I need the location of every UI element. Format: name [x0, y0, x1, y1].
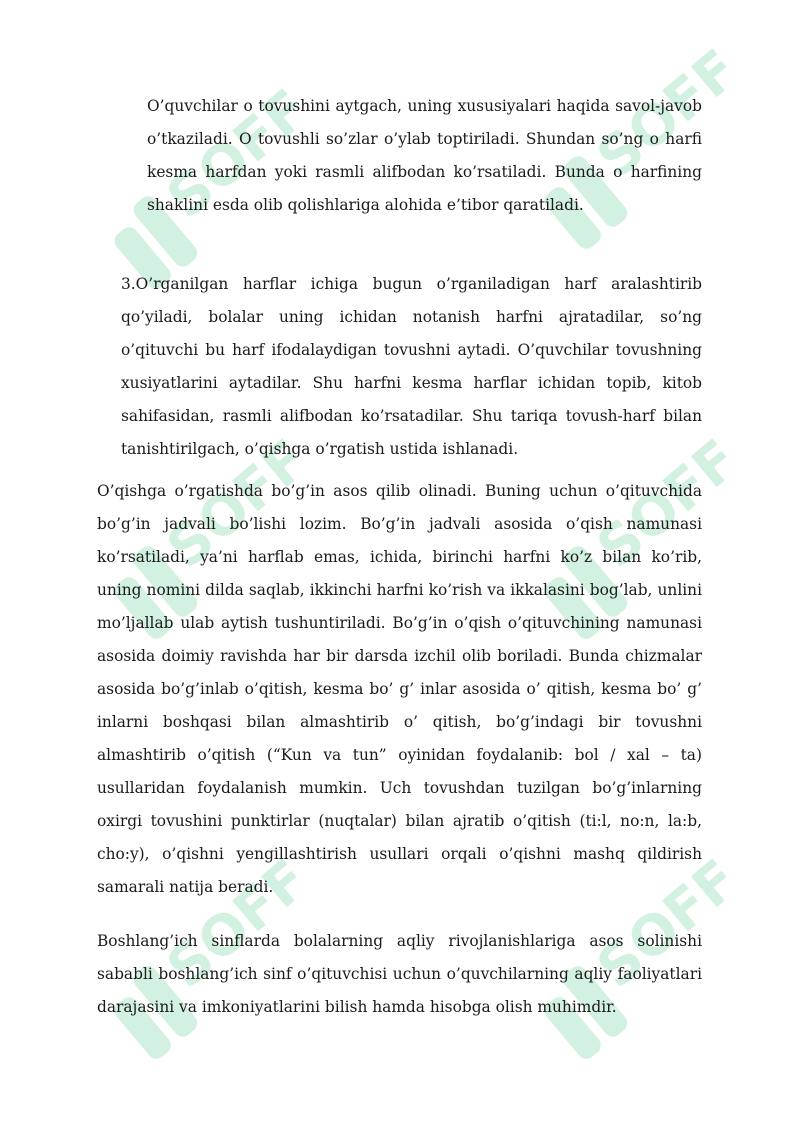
- paragraph-syllable-reading: O’qishga o’rgatishda bo’g’in asos qilib olinadi. Buning uchun o’qituvchida bo’g’in jadvali bo’lishi lozim. Bo’g’in jadvali asosida o’qish namunasi ko’rsatiladi, ya’ni harflab emas, ichida, birinchi harfni ko’z bilan ko’rib, uning nomini dilda saqlab, ikkinchi harfni ko’rish va ikkalasini bog’lab, unlini mo’ljallab ulab aytish tushuntiriladi. Bo’g’in o’qish o’qituvchining namunasi asosida doimiy ravishda har bir darsda izchil olib boriladi. Bunda chizmalar asosida bo’g’inlab o’qitish, kesma bo’ g’ inlar asosida o’ qitish, kesma bo’ g’ inlarni boshqasi bilan almashtirib o’ qitish, bo’g’indagi bir tovushni almashtirib o’qitish (“Kun va tun” oyinidan foydalanib: bol / xal – ta) usullaridan foydalanish mumkin. Uch tovushdan tuzilgan bo’g’inlarning oxirgi tovushini punktirlar (nuqtalar) bilan ajratib o’qitish (ti:l, no:n, la:b, cho:y), o’qishni yengillashtirish usullari orqali o’qishni mashq qildirish samarali natija beradi.: [97, 482, 702, 896]
- svg-text:SOFF: SOFF: [585, 37, 730, 192]
- svg-text:SOFF: SOFF: [585, 427, 730, 582]
- svg-text:SOFF: SOFF: [155, 847, 300, 1002]
- svg-text:SOFF: SOFF: [155, 427, 300, 582]
- svg-text:SOFF: SOFF: [585, 847, 730, 1002]
- paragraph-step-3-new-letter: 3.O’rganilgan harflar ichiga bugun o’rganiladigan harf aralashtirib qo’yiladi, bolalar uning ichidan notanish harfni ajratadilar, so’ng o’qituvchi bu harf ifodalaydigan tovushni aytadi. O’quvchilar tovushning xusiyatlarini aytadilar. Shu harfni kesma harflar ichidan topib, kitob sahifasidan, rasmli alifbodan ko’rsatadilar. Shu tariqa tovush-harf bilan tanishtirilgach, o’qishga o’rgatish ustida ishlanadi.: [121, 275, 702, 458]
- svg-text:SOFF: SOFF: [155, 77, 300, 232]
- paragraph-primary-school-development: Boshlang’ich sinflarda bolalarning aqliy rivojlanishlariga asos solinishi sababli boshlang’ich sinf o’qituvchisi uchun o’quvchilarning aqliy faoliyatlari darajasini va imkoniyatlarini bilish hamda hisobga olish muhimdir.: [97, 932, 702, 1016]
- paragraph-vowel-o-introduction: O’quvchilar o tovushini aytgach, uning xususiyalari haqida savol-javob o’tkaziladi. O tovushli so’zlar o’ylab toptiriladi. Shundan so’ng o harfi kesma harfdan yoki rasmli alifbodan ko’rsatiladi. Bunda o harfining shaklini esda olib qolishlariga alohida e’tibor qaratiladi.: [147, 97, 702, 214]
